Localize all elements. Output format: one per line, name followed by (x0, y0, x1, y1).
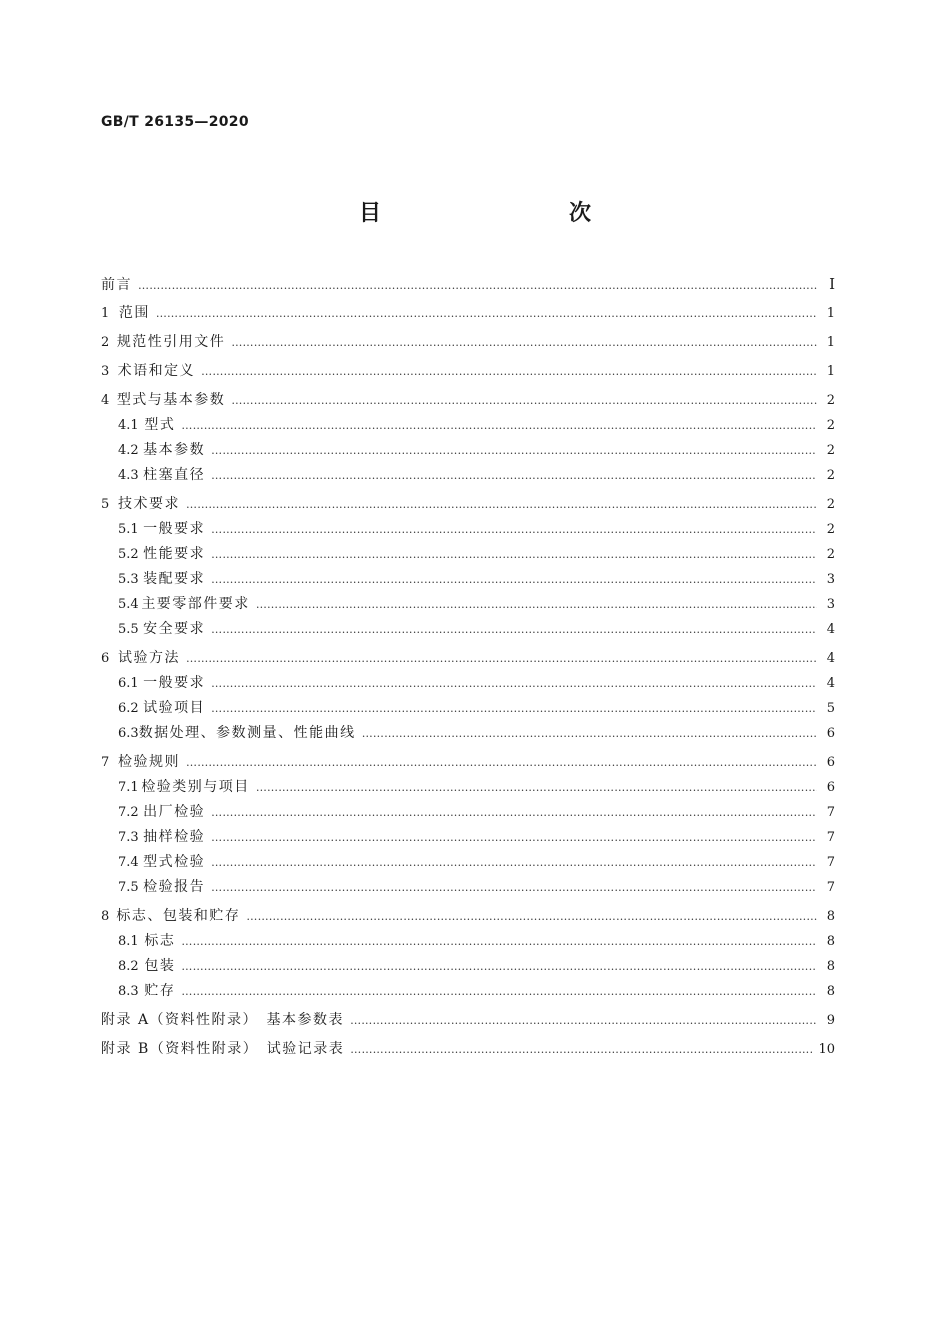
toc-entry[interactable] (101, 517, 835, 542)
toc-entry[interactable] (101, 542, 835, 567)
toc-entry-number: 6 (101, 651, 110, 666)
toc-entry-label: 检验报告 (143, 879, 206, 895)
toc-entry[interactable] (101, 696, 835, 721)
toc-entry-page-number: Ⅰ (829, 275, 835, 293)
toc-entry-number: 8.1 (118, 934, 139, 949)
toc-entry-page-number: 7 (826, 880, 835, 895)
toc-entry-number: 4.3 (118, 468, 139, 483)
toc-entry-label: 主要零部件要求 (141, 596, 250, 612)
toc-entry-number: 5.2 (118, 547, 139, 562)
toc-entry-number: 2 (101, 335, 110, 350)
toc-entry-label: 性能要求 (143, 546, 206, 562)
table-of-contents (101, 272, 835, 1062)
toc-entry-page-number: 5 (826, 701, 835, 716)
toc-dot-leader (350, 1008, 817, 1033)
toc-dot-leader (362, 721, 817, 746)
toc-entry[interactable] (101, 592, 835, 617)
toc-entry[interactable] (101, 1008, 835, 1033)
toc-entry-page-number: 2 (826, 522, 835, 537)
toc-entry[interactable] (101, 301, 835, 326)
toc-dot-leader (181, 954, 817, 979)
toc-entry-number: 8 (101, 909, 110, 924)
toc-entry-label: 型式检验 (143, 854, 206, 870)
toc-entry-number: 7.5 (118, 880, 139, 895)
toc-entry-number: 4.1 (118, 418, 139, 433)
toc-entry[interactable] (101, 463, 835, 488)
toc-entry[interactable] (101, 721, 835, 746)
toc-dot-leader (156, 301, 817, 326)
toc-entry-label: 数据处理、参数测量、性能曲线 (138, 725, 356, 741)
toc-entry-page-number: 8 (826, 934, 835, 949)
toc-entry-label: 检验类别与项目 (141, 779, 250, 795)
toc-entry-page-number: 8 (826, 959, 835, 974)
toc-entry-page-number: 7 (826, 805, 835, 820)
toc-entry-page-number: 9 (826, 1013, 835, 1028)
toc-dot-leader (186, 750, 817, 775)
toc-entry-label: 检验规则 (118, 754, 181, 770)
toc-entry-number: 7.2 (118, 805, 139, 820)
toc-entry-page-number: 7 (826, 830, 835, 845)
toc-entry[interactable] (101, 875, 835, 900)
toc-entry-number: 6.2 (118, 701, 139, 716)
toc-entry[interactable] (101, 388, 835, 413)
toc-entry-number: 3 (101, 364, 110, 379)
toc-entry[interactable] (101, 617, 835, 642)
toc-entry-page-number: 2 (826, 393, 835, 408)
toc-entry-label: 贮存 (144, 983, 176, 999)
toc-entry[interactable] (101, 567, 835, 592)
toc-entry-number: 1 (101, 306, 110, 321)
toc-entry-label: 出厂检验 (143, 804, 206, 820)
toc-entry-page-number: 10 (818, 1042, 835, 1057)
toc-entry[interactable] (101, 413, 835, 438)
toc-entry-page-number: 2 (826, 497, 835, 512)
toc-dot-leader (181, 929, 817, 954)
toc-dot-leader (246, 904, 817, 929)
toc-entry[interactable] (101, 904, 835, 929)
toc-entry-label: 包装 (144, 958, 176, 974)
toc-dot-leader (211, 438, 817, 463)
toc-entry-label: 安全要求 (143, 621, 206, 637)
toc-entry[interactable] (101, 825, 835, 850)
toc-dot-leader (201, 359, 817, 384)
toc-entry-label: 柱塞直径 (143, 467, 206, 483)
toc-entry[interactable] (101, 850, 835, 875)
toc-dot-leader (231, 388, 817, 413)
toc-entry-label: 试验项目 (143, 700, 206, 716)
toc-entry-label: 试验方法 (118, 650, 181, 666)
toc-entry-page-number: 2 (826, 418, 835, 433)
toc-entry-label: 一般要求 (143, 521, 206, 537)
toc-dot-leader (211, 542, 817, 567)
toc-dot-leader (138, 273, 817, 298)
toc-entry-number: 7.3 (118, 830, 139, 845)
toc-entry-label: 一般要求 (143, 675, 206, 691)
toc-entry-number: 7.1 (118, 780, 139, 795)
toc-entry-page-number: 4 (826, 676, 835, 691)
toc-dot-leader (350, 1037, 812, 1062)
toc-dot-leader (181, 413, 817, 438)
toc-entry[interactable] (101, 750, 835, 775)
toc-entry-label: 附录 A（资料性附录） 基本参数表 (101, 1012, 345, 1028)
toc-dot-leader (211, 875, 817, 900)
toc-entry-page-number: 6 (826, 755, 835, 770)
toc-entry[interactable] (101, 272, 835, 297)
toc-entry-page-number: 8 (826, 909, 835, 924)
toc-dot-leader (256, 592, 817, 617)
toc-entry-label: 前言 (101, 277, 132, 293)
toc-entry-label: 基本参数 (143, 442, 206, 458)
toc-entry-page-number: 8 (826, 984, 835, 999)
toc-dot-leader (211, 671, 817, 696)
toc-dot-leader (211, 517, 817, 542)
toc-entry[interactable] (101, 492, 835, 517)
toc-entry-label: 标志 (144, 933, 176, 949)
toc-entry-page-number: 4 (826, 651, 835, 666)
toc-entry[interactable] (101, 330, 835, 355)
toc-entry-page-number: 2 (826, 443, 835, 458)
toc-entry-page-number: 2 (826, 468, 835, 483)
toc-dot-leader (186, 492, 817, 517)
toc-entry[interactable] (101, 979, 835, 1004)
toc-dot-leader (211, 463, 817, 488)
toc-entry-number: 8.3 (118, 984, 139, 999)
toc-entry-label: 技术要求 (118, 496, 181, 512)
toc-entry-number: 7.4 (118, 855, 139, 870)
toc-entry-label: 标志、包装和贮存 (116, 908, 241, 924)
toc-entry[interactable] (101, 671, 835, 696)
toc-entry-page-number: 6 (826, 726, 835, 741)
toc-entry[interactable] (101, 775, 835, 800)
toc-entry-number: 6.1 (118, 676, 139, 691)
toc-entry-label: 规范性引用文件 (116, 334, 226, 350)
toc-entry-page-number: 1 (826, 335, 835, 350)
toc-entry-label: 型式与基本参数 (116, 392, 226, 408)
toc-entry-number: 5.5 (118, 622, 139, 637)
toc-dot-leader (211, 617, 817, 642)
toc-entry-page-number: 6 (826, 780, 835, 795)
toc-entry-label: 术语和定义 (117, 363, 196, 379)
toc-entry-number: 4 (101, 393, 110, 408)
toc-entry-page-number: 1 (826, 306, 835, 321)
toc-entry-label: 范围 (118, 305, 150, 321)
toc-dot-leader (181, 979, 817, 1004)
toc-entry-label: 装配要求 (143, 571, 206, 587)
toc-entry-label: 型式 (144, 417, 176, 433)
toc-entry[interactable] (101, 929, 835, 954)
toc-entry-page-number: 3 (826, 572, 835, 587)
toc-entry-page-number: 4 (826, 622, 835, 637)
toc-entry-page-number: 3 (826, 597, 835, 612)
toc-entry-number: 6.3 (118, 726, 139, 741)
toc-entry-number: 7 (101, 755, 110, 770)
toc-dot-leader (186, 646, 817, 671)
toc-entry-label: 抽样检验 (143, 829, 206, 845)
toc-dot-leader (256, 775, 817, 800)
toc-dot-leader (231, 330, 817, 355)
toc-entry-number: 8.2 (118, 959, 139, 974)
toc-entry-page-number: 2 (826, 547, 835, 562)
toc-dot-leader (211, 825, 817, 850)
toc-entry[interactable] (101, 800, 835, 825)
toc-entry-number: 5.1 (118, 522, 139, 537)
toc-entry[interactable] (101, 1037, 835, 1062)
standard-number: GB/T 26135—2020 (101, 114, 249, 130)
toc-entry-label: 附录 B（资料性附录） 试验记录表 (101, 1041, 345, 1057)
toc-entry-number: 5 (101, 497, 110, 512)
toc-dot-leader (211, 800, 817, 825)
toc-entry-page-number: 7 (826, 855, 835, 870)
toc-entry[interactable] (101, 954, 835, 979)
toc-dot-leader (211, 696, 817, 721)
toc-entry-number: 4.2 (118, 443, 139, 458)
page-title: 目 次 (358, 201, 639, 226)
toc-entry[interactable] (101, 359, 835, 384)
toc-entry-number: 5.4 (118, 597, 139, 612)
toc-dot-leader (211, 567, 817, 592)
toc-dot-leader (211, 850, 817, 875)
toc-entry-number: 5.3 (118, 572, 139, 587)
toc-entry-page-number: 1 (826, 364, 835, 379)
toc-entry[interactable] (101, 646, 835, 671)
toc-entry[interactable] (101, 438, 835, 463)
